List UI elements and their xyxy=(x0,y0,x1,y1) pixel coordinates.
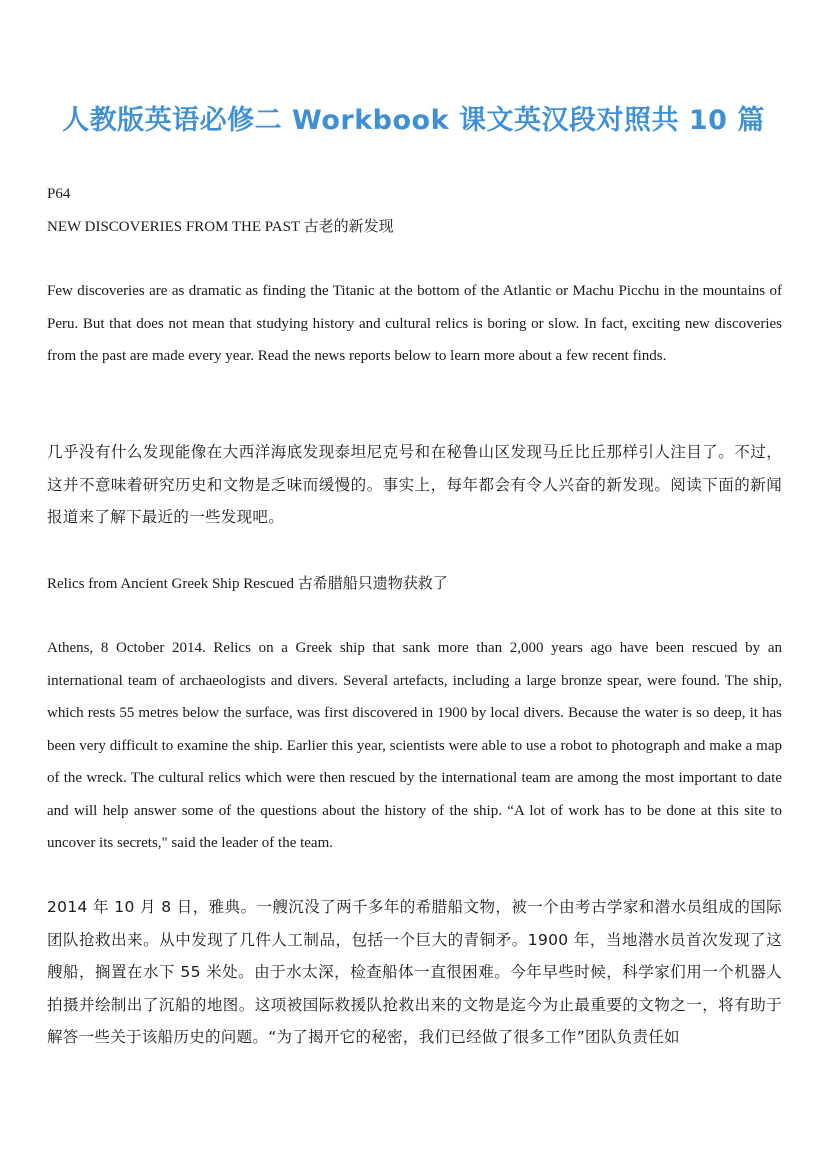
section-heading-en: NEW DISCOVERIES FROM THE PAST xyxy=(47,219,300,235)
article-paragraph-zh-block xyxy=(47,891,782,1054)
intro-paragraph-en: Few discoveries are as dramatic as finding the Titanic at the bottom of the Atlantic or Machu Picchu in the mountains of Peru. But that does not mean that studying history and cultural relics is boring or slow. In fact, exciting new discoveries from the past are made every year. Read the news reports below to learn more about a few recent finds. xyxy=(47,283,782,364)
article-paragraph-en: Athens, 8 October 2014. Relics on a Greek ship that sank more than 2,000 years ago have been rescued by an international team of archaeologists and divers. Several artefacts, including a large bronze spear, were found. The ship, which rests 55 metres below the surface, was first discovered in 1900 by local divers. Because the water is so deep, it has been very difficult to examine the ship. Earlier this year, scientists were able to use a robot to photograph and make a map of the wreck. The cultural relics which were then rescued by the international team are among the most important to date and will help answer some of the questions about the history of the ship. “A lot of work has to be done at this site to uncover its secrets," said the leader of the team. xyxy=(47,640,782,851)
section-heading-zh: 古老的新发现 xyxy=(303,217,394,235)
intro-paragraph-zh-block xyxy=(47,436,782,534)
document-title: 人教版英语必修二 Workbook 课文英汉段对照共 10 篇 xyxy=(62,105,765,136)
article-heading-en: Relics from Ancient Greek Ship Rescued xyxy=(47,576,295,592)
article-paragraph-zh: 2014 年 10 月 8 日，雅典。一艘沉没了两千多年的希腊船文物，被一个由考古学家和潜水员组成的国际团队抢救出来。从中发现了几件人工制品，包括一个巨大的青铜矛。1900 年，当地潜水员首次发现了这艘船，搁置在水下 55 米处。由于水太深，检查船体一直很困难。今年早些时候，科学家们用一个机器人拍摄并绘制出了沉船的地图。这项被国际救援队抢救出来的文物是迄今为止最重要的文物之一，将有助于解答一些关于该船历史的问题。“为了揭开它的秘密，我们已经做了很多工作”团队负责任如 xyxy=(47,898,782,1046)
section-heading xyxy=(47,210,782,244)
article-paragraph-en-block xyxy=(47,632,782,860)
article-heading-zh: 古希腊船只遗物获救了 xyxy=(297,574,448,592)
intro-paragraph-zh: 几乎没有什么发现能像在大西洋海底发现泰坦尼克号和在秘鲁山区发现马丘比丘那样引人注目了。不过，这并不意味着研究历史和文物是乏味而缓慢的。事实上，每年都会有令人兴奋的新发现。阅读下面的新闻报道来了解下最近的一些发现吧。 xyxy=(47,443,782,526)
page-reference-block xyxy=(47,178,782,211)
intro-paragraph-en-block xyxy=(47,275,782,373)
article-heading xyxy=(47,567,782,601)
page-reference: P64 xyxy=(47,186,71,202)
